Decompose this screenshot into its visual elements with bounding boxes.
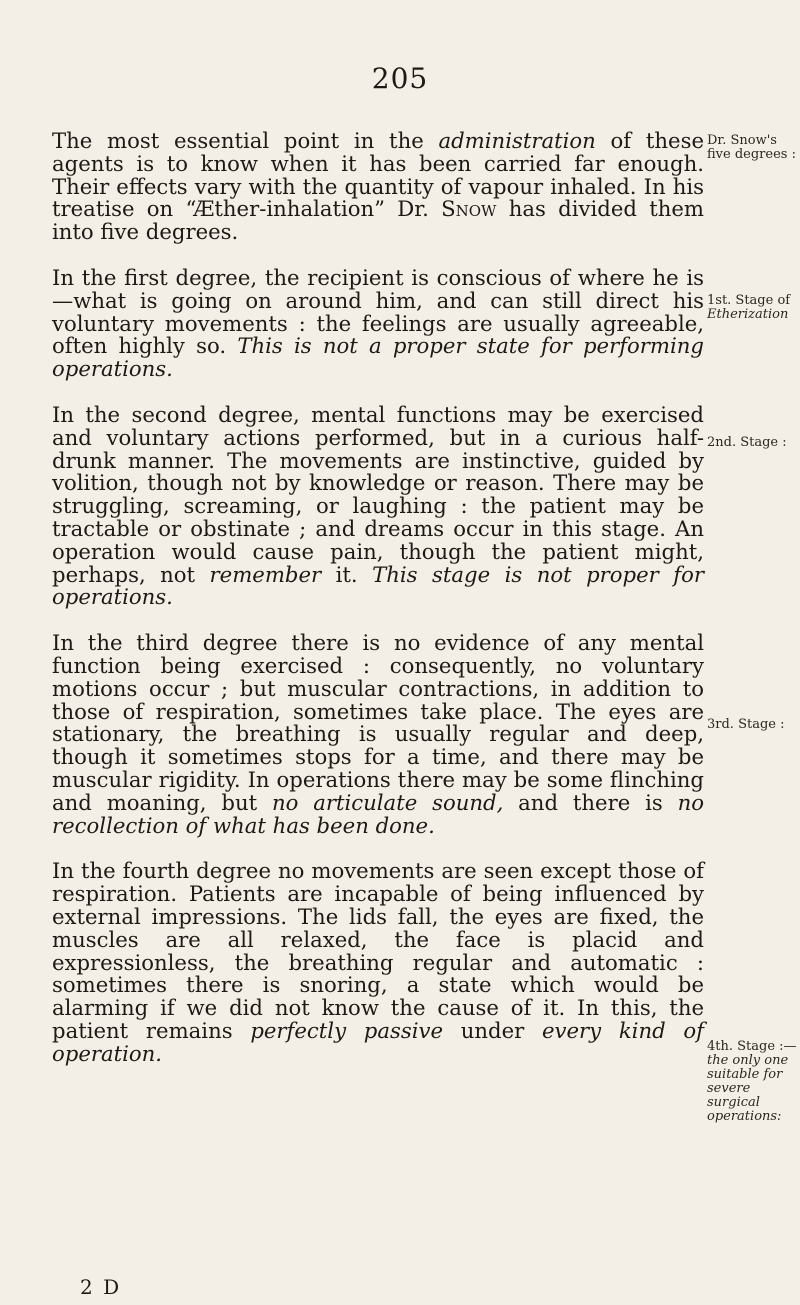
paragraph-4: In the third degree there is no evidence of any mental function being exercised : consequently, no voluntary motions occur ; but muscular contractions, in addition to those of respiration, sometimes take place. The eyes are stationary, the breathing is usually regular and deep, though it sometimes stops for a time, and there may be muscular rigidity. In operations there may be some flinching and moaning, but no articulate sound, and there is no recollection of what has been done. [52,630,704,838]
signature-mark: 2 D [80,1275,122,1299]
paragraph-5: In the fourth degree no movements are seen except those of respiration. Patients are incapable of being influenced by external impressions. The lids fall, the eyes are fixed, the muscles are all relaxed, the face is placid and expressionless, the breathing regular and automatic : sometimes there is snoring, a state which would be alarming if we did not know the cause of it. In this, the patient remains perfectly passive under every kind of operation. [52,858,704,1066]
margin-note-first-stage: 1st. Stage of Etherization [707,293,791,322]
paragraph-1: The most essential point in the administration of these agents is to know when it has been carried far enough. Their effects vary with the quantity of vapour inhaled. In his treatise on “Æther-inhalation” Dr. Snow has divided them into five degrees. [52,128,704,245]
margin-note-five-degrees: Dr. Snow's five degrees : [707,133,796,162]
page-number: 205 [371,62,429,95]
paragraph-2: In the first degree, the recipient is conscious of where he is—what is going on around him, and can still direct his voluntary movements : the feelings are usually agreeable, often highly so. This is not a proper state for performing operations. [52,264,704,382]
body-text [52,130,704,1088]
paragraph-3: In the second degree, mental functions may be exercised and voluntary actions performed, but in a curious half-drunk manner. The movements are instinctive, guided by volition, though not by knowledge or reason. There may be struggling, screaming, or laughing : the patient may be tractable or obstinate ; and dreams occur in this stage. An operation would cause pain, though the patient might, perhaps, not remember it. This stage is not proper for operations. [52,401,704,610]
margin-note-second-stage: 2nd. Stage : [707,435,787,450]
margin-note-fourth-stage: 4th. Stage :— the only one suitable for severe surgical operations: [707,1039,797,1124]
margin-note-third-stage: 3rd. Stage : [707,717,785,732]
